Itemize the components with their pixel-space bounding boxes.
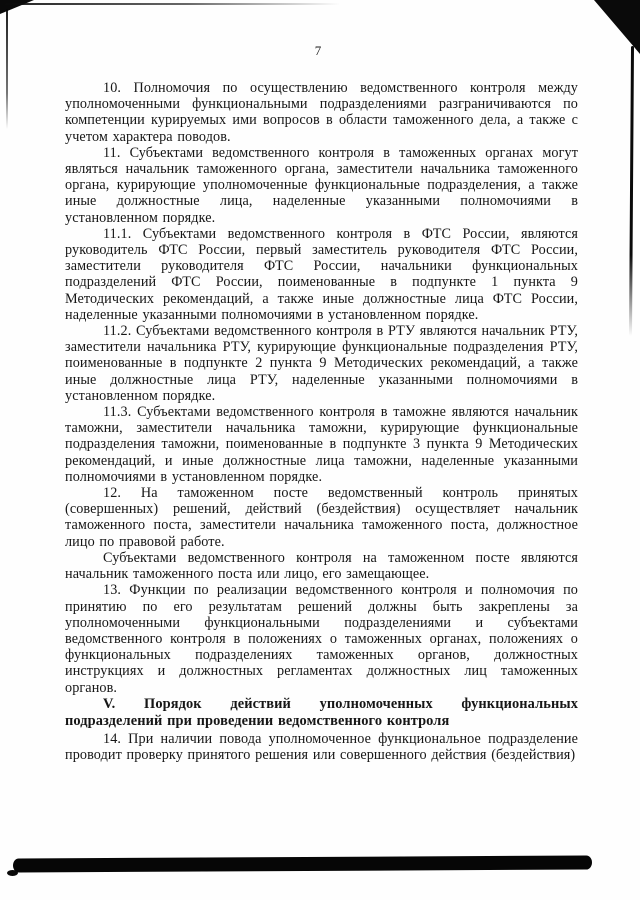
paragraph-13: 13. Функции по реализации ведомственного контроля и полномочия по принятию по его результатам решений должны быть закреплены за уполномоченными функциональными подразделениями и субъектами ведомственного контроля в положениях о таможенных органах, положениях о функциональных подразделениях таможенных органов, должностных инструкциях и должностных регламентах должностных лиц таможенных органов. (65, 582, 578, 696)
page-number: 7 (314, 43, 322, 58)
paragraph-12-2: Субъектами ведомственного контроля на таможенном посте являются начальник таможенного поста или лицо, его замещающее. (65, 549, 578, 583)
scan-artifact-left-edge-line (6, 9, 8, 129)
paragraph-11: 11. Субъектами ведомственного контроля в таможенных органах могут являться начальник таможенного органа, заместители начальника таможенного органа, курирующие уполномоченные функциональные подразделения, а также иные должностные лица, наделенные указанными полномочиями в установленном порядке. (65, 144, 578, 226)
scan-artifact-bottom-band (13, 855, 592, 872)
paragraph-11-2: 11.2. Субъектами ведомственного контроля в РТУ являются начальник РТУ, заместители начальника РТУ, курирующие функциональные подразделения РТУ, поименованные в подпункте 2 пункта 9 Методических рекомендаций, а также иные должностные лица РТУ, наделенные указанными полномочиями в установленном порядке. (65, 323, 578, 404)
scan-artifact-top-edge-line (0, 3, 340, 5)
section-heading-v: V. Порядок действий уполномоченных функциональных подразделений при проведении ведомственного контроля (65, 695, 578, 730)
paragraph-11-1: 11.1. Субъектами ведомственного контроля в ФТС России, являются руководитель ФТС России, первый заместитель руководителя ФТС России, заместители руководителя ФТС России, начальники функциональных подразделений ФТС России, поименованные в подпункте 1 пункта 9 Методических рекомендаций, а также иные должностные лица ФТС России, наделенные указанными полномочиями в установленном порядке. (65, 225, 578, 323)
document-body (65, 80, 578, 763)
scan-artifact-right-edge-line (629, 46, 634, 336)
paragraph-10: 10. Полномочия по осуществлению ведомственного контроля между уполномоченными функциональными подразделениями разграничиваются по компетенции курируемых ими вопросов в области таможенного дела, а также с учетом характера поводов. (65, 80, 578, 145)
paragraph-12: 12. На таможенном посте ведомственный контроль принятых (совершенных) решений, действий (бездействия) осуществляет начальник таможенного поста, заместители начальника таможенного поста, должностное лицо по правовой работе. (65, 485, 578, 550)
paragraph-11-3: 11.3. Субъектами ведомственного контроля в таможне являются начальник таможни, заместители начальника таможни, курирующие функциональные подразделения таможни, поименованные в подпункте 3 пункта 9 Методических рекомендаций, и иные должностные лица таможни, наделенные указанными полномочиями в установленном порядке. (65, 404, 578, 485)
paragraph-14: 14. При наличии повода уполномоченное функциональное подразделение проводит проверку принятого решения или совершенного действия (бездействия) (65, 730, 578, 763)
scan-artifact-bottom-left-dot (7, 870, 18, 876)
